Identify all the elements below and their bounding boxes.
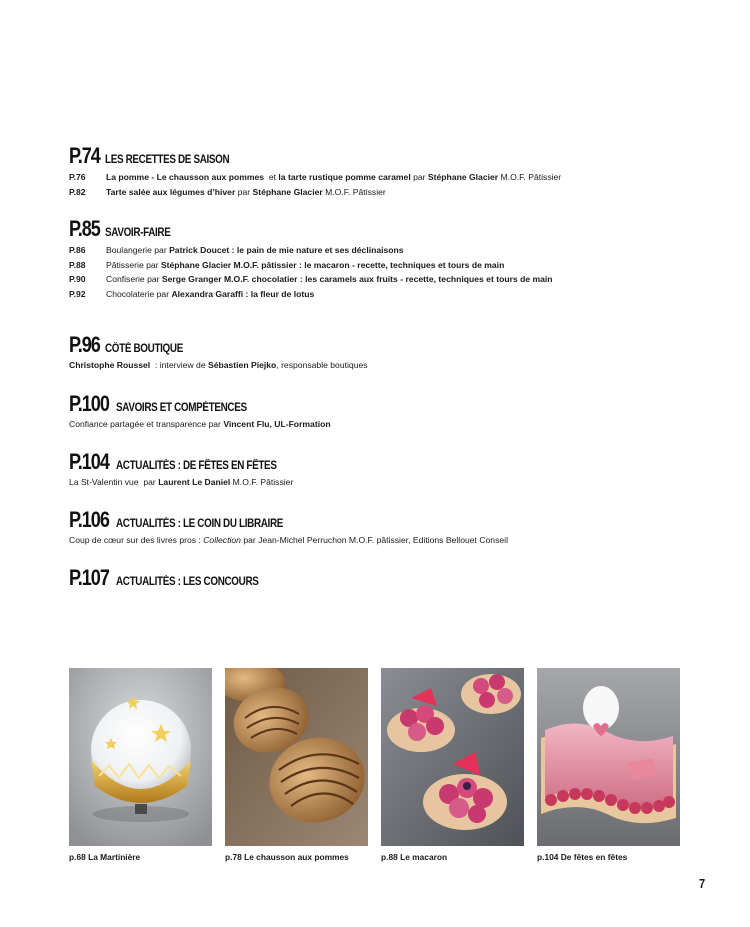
toc-line: Confiance partagée et transparence par Vincent Flu, UL-Formation: [69, 419, 331, 429]
section-number: P.85: [69, 216, 100, 241]
page-number: 7: [699, 876, 706, 891]
section-p100: [69, 391, 709, 435]
photo-gallery: [69, 668, 685, 868]
photo-caption: p.68 La Martinière: [69, 852, 141, 862]
toc-entry: P.92 Chocolaterie par Alexandra Garaffi : la fleur de lotus: [69, 288, 315, 299]
toc-line: Coup de cœur sur des livres pros : Collection par Jean-Michel Perruchon M.O.F. pâtissier, Editions Bellouet Conseil: [69, 535, 508, 545]
toc-entry: P.88 Pâtisserie par Stéphane Glacier M.O.F. pâtissier : le macaron - recette, techniques et tours de main: [69, 259, 505, 270]
section-p85: [69, 216, 709, 316]
section-number: P.100: [69, 391, 109, 416]
photo-caption: p.78 Le chausson aux pommes: [225, 852, 349, 862]
section-number: P.74: [69, 143, 100, 168]
chausson-photo: [225, 668, 368, 846]
macaron-photo: [381, 668, 524, 846]
section-p106: [69, 507, 709, 551]
section-title: CÔTÉ BOUTIQUE: [104, 343, 183, 355]
section-title: ACTUALITÉS : LE COIN DU LIBRAIRE: [115, 518, 283, 530]
pink-cake-photo: [537, 668, 680, 846]
section-title: ACTUALITÉS : LES CONCOURS: [115, 576, 259, 588]
section-p74: [69, 143, 709, 201]
section-number: P.107: [69, 565, 109, 590]
section-number: P.106: [69, 507, 109, 532]
toc-entry: P.82 Tarte salée aux légumes d’hiver par Stéphane Glacier M.O.F. Pâtissier: [69, 186, 386, 197]
section-p96: [69, 332, 709, 376]
section-number: P.96: [69, 332, 100, 357]
photo-caption: p.104 De fêtes en fêtes: [537, 852, 628, 862]
photo-caption: p.88 Le macaron: [381, 852, 448, 862]
section-p104: [69, 449, 709, 493]
section-title: SAVOIR-FAIRE: [104, 227, 171, 239]
section-title: SAVOIRS ET COMPÉTENCES: [115, 402, 247, 414]
toc-line: La St-Valentin vue par Laurent Le Daniel M.O.F. Pâtissier: [69, 477, 294, 487]
section-title: ACTUALITÉS : DE FÊTES EN FÊTES: [115, 460, 277, 472]
toc-line: Christophe Roussel : interview de Sébastien Piejko, responsable boutiques: [69, 360, 368, 370]
table-of-contents: [69, 143, 709, 591]
toc-entry: P.90 Confiserie par Serge Granger M.O.F. chocolatier : les caramels aux fruits - recette, techniques et tours de main: [69, 274, 553, 284]
section-number: P.104: [69, 449, 109, 474]
dome-dessert-photo: [69, 668, 212, 846]
section-p107: [69, 565, 709, 591]
toc-entry: P.76 La pomme - Le chausson aux pommes et la tarte rustique pomme caramel par Stéphane Glacier M.O.F. Pâtissier: [69, 172, 562, 182]
toc-entry: P.86 Boulangerie par Patrick Doucet : le pain de mie nature et ses déclinaisons: [69, 245, 404, 255]
section-title: LES RECETTES DE SAISON: [104, 154, 229, 166]
